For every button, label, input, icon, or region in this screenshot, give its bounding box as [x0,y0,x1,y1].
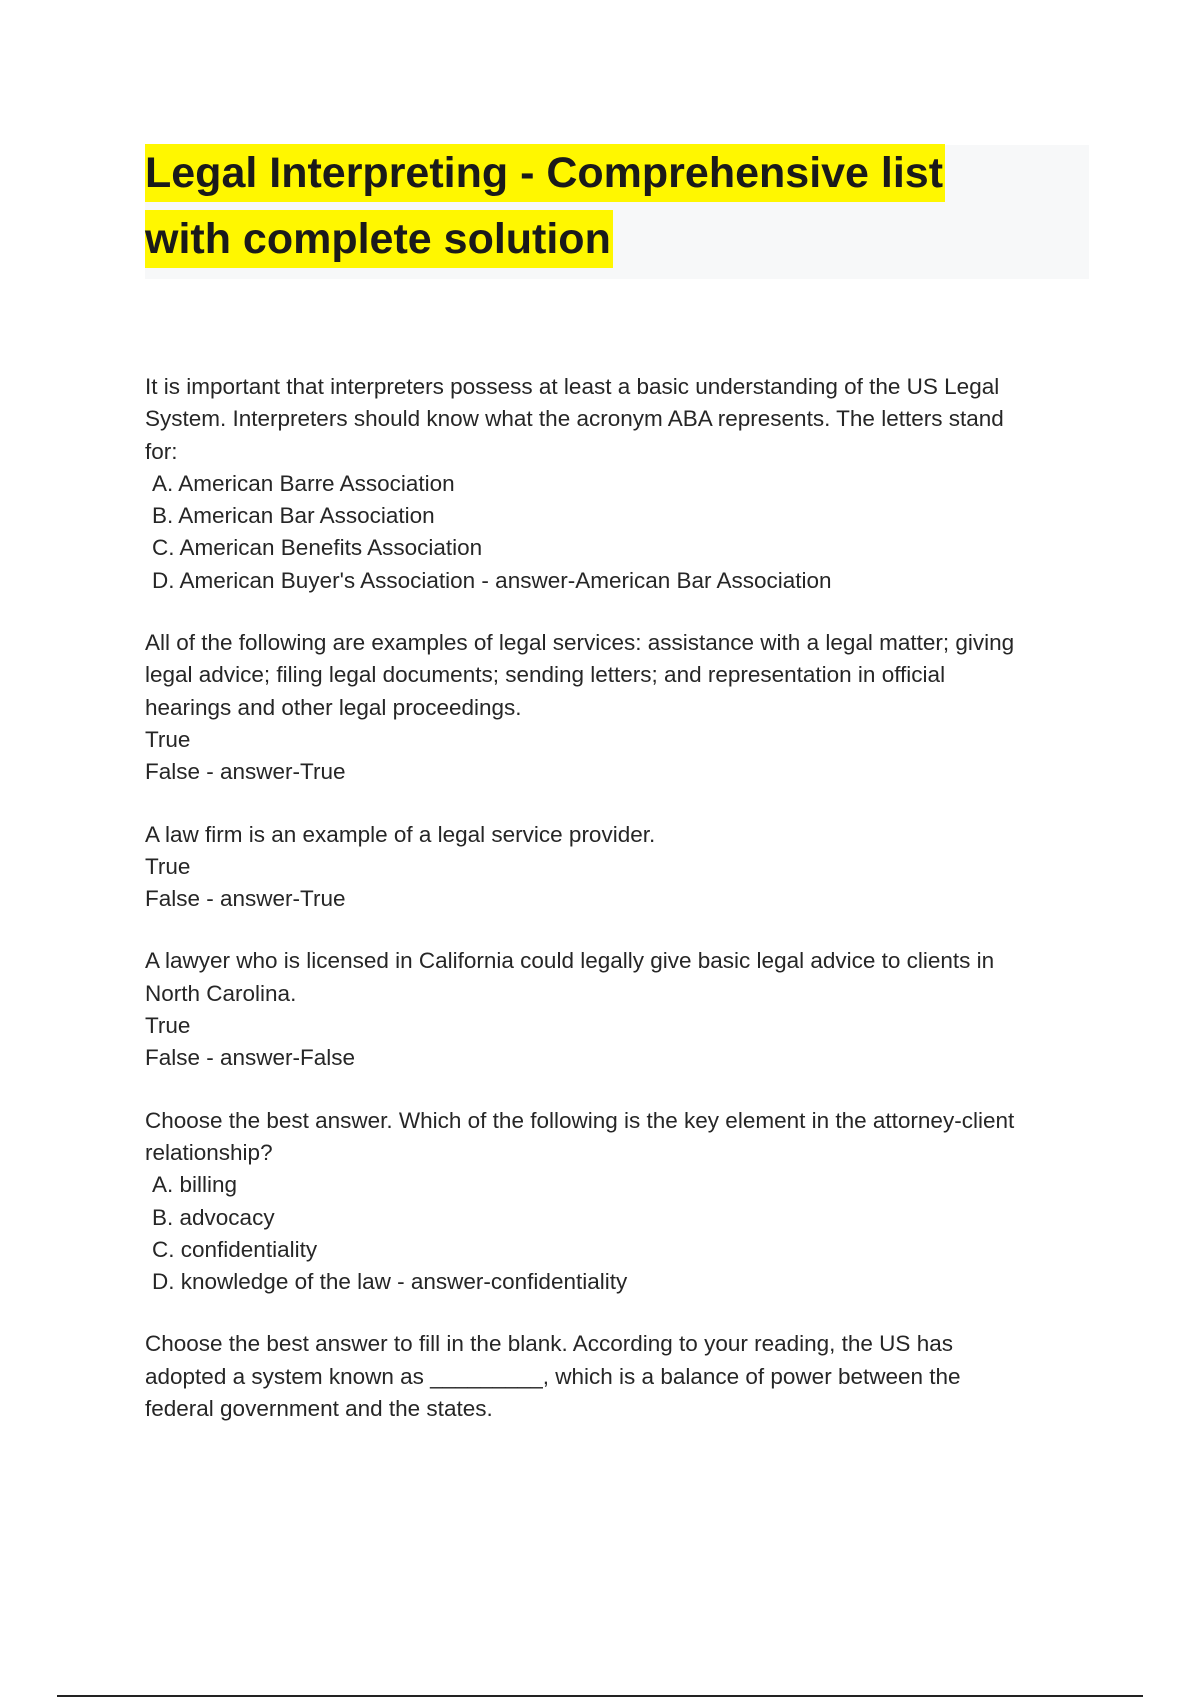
footer-divider [57,1695,1143,1697]
answer-option: False - answer-True [145,759,346,785]
question-2 [145,627,1095,788]
question-text-line: relationship? [145,1139,273,1165]
answer-option: A. billing [152,1172,238,1198]
answer-option: C. American Benefits Association [152,535,483,561]
question-text-line: legal advice; filing legal documents; sending letters; and representation in official [145,662,946,688]
question-text-line: North Carolina. [145,980,297,1006]
question-text-line: System. Interpreters should know what the acronym ABA represents. The letters stand [145,406,1004,432]
answer-option: C. confidentiality [152,1236,318,1262]
question-text-line: for: [145,438,178,464]
question-1 [145,371,1095,597]
answer-option: True [145,1013,191,1039]
question-text-line: A law firm is an example of a legal service provider. [145,821,656,847]
question-text-line: All of the following are examples of legal services: assistance with a legal matter; giving [145,630,1015,656]
answer-option: True [145,853,191,879]
answer-option: D. knowledge of the law - answer-confidentiality [152,1269,628,1295]
question-text-line: A lawyer who is licensed in California could legally give basic legal advice to clients in [145,948,995,974]
question-text-line: adopted a system known as _________, which is a balance of power between the [145,1363,961,1389]
title-line-1: Legal Interpreting - Comprehensive list [145,144,945,202]
answer-option: B. American Bar Association [152,503,435,529]
question-text-line: It is important that interpreters possess at least a basic understanding of the US Legal [145,374,1000,399]
question-text-line: federal government and the states. [145,1396,493,1422]
answer-option: A. American Barre Association [152,470,455,496]
answer-option: B. advocacy [152,1204,275,1230]
answer-option: False - answer-True [145,886,346,912]
answer-option: True [145,726,191,752]
answer-option: D. American Buyer's Association - answer-American Bar Association [152,567,832,593]
question-6 [145,1328,1095,1425]
question-4 [145,945,1095,1074]
title-line-2: with complete solution [145,210,613,268]
answer-option: False - answer-False [145,1045,356,1071]
question-text-line: Choose the best answer to fill in the blank. According to your reading, the US has [145,1331,953,1357]
question-5 [145,1105,1095,1299]
question-3 [145,819,1095,916]
question-text-line: Choose the best answer. Which of the following is the key element in the attorney-client [145,1107,1015,1133]
question-list [145,371,1095,1455]
question-text-line: hearings and other legal proceedings. [145,694,522,720]
